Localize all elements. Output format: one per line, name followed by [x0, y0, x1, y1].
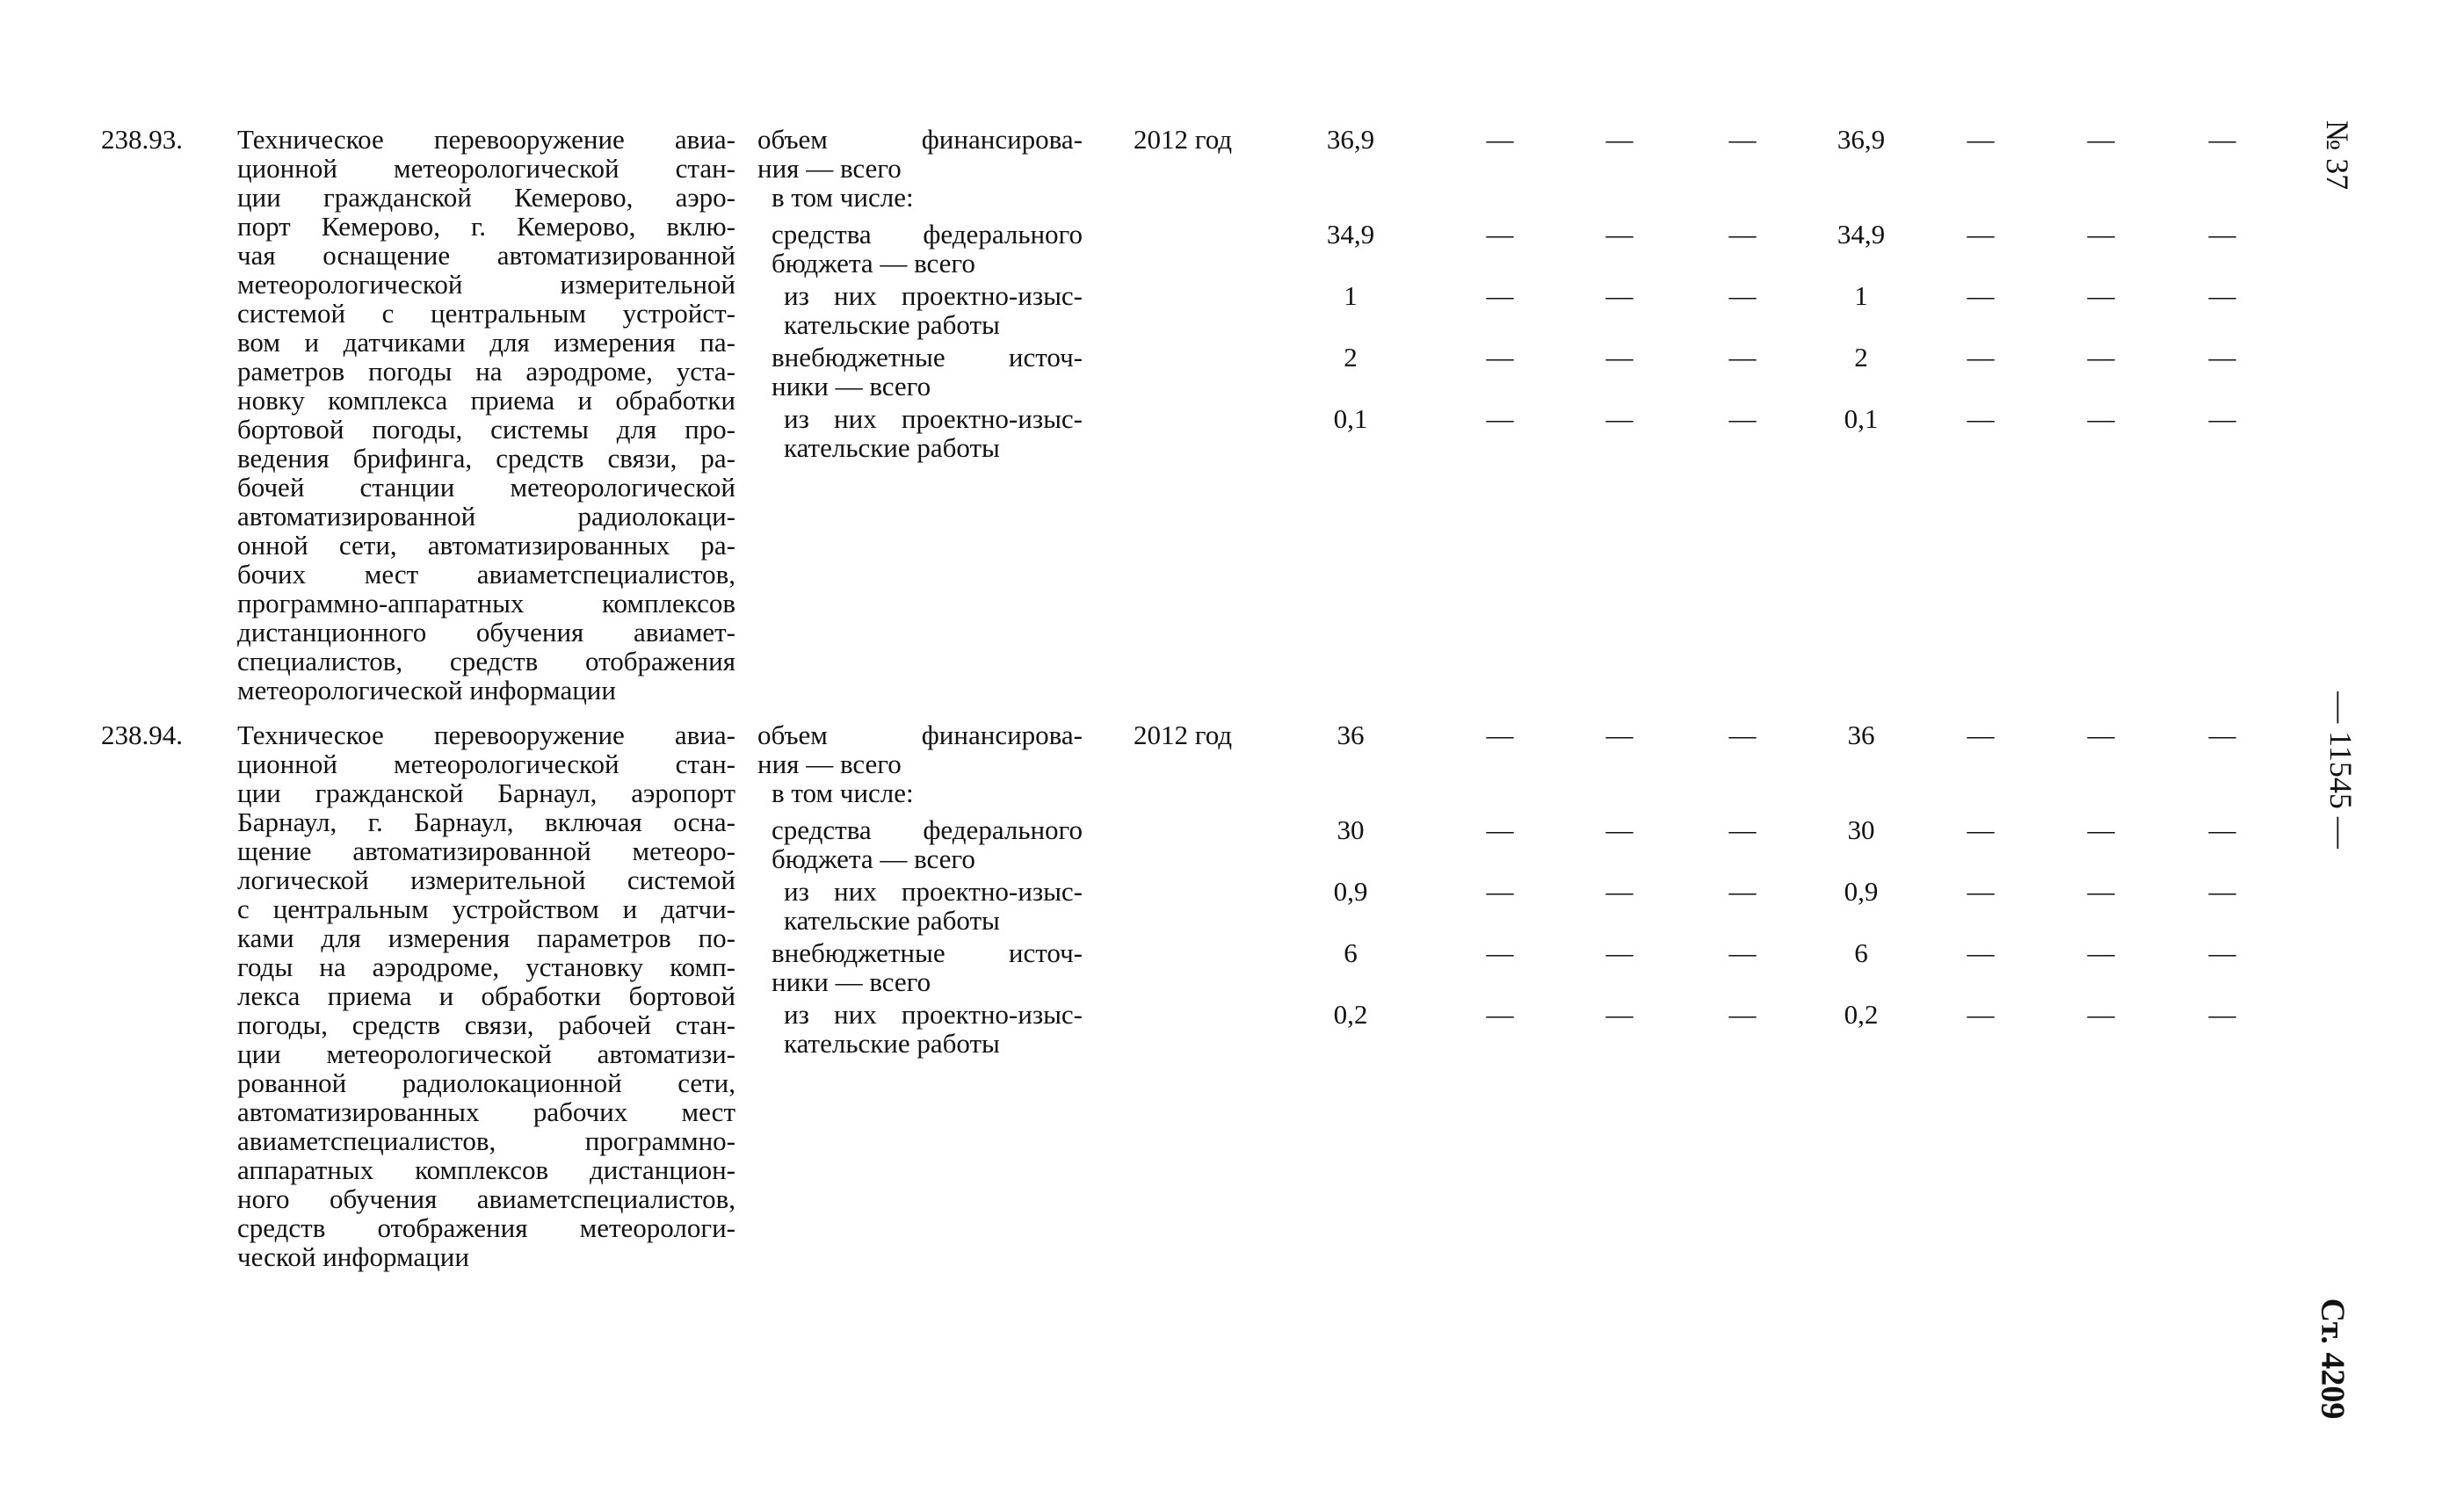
description-line: Барнаул, г. Барнаул, включая осна-	[237, 807, 735, 837]
document-number: — 11545 —	[2322, 691, 2358, 849]
value-cell: —	[1967, 999, 1995, 1030]
value-cell: —	[1486, 124, 1514, 155]
value-cell: 34,9	[1326, 219, 1375, 250]
description-line: автоматизированных рабочих мест	[237, 1096, 735, 1127]
description-line: ции гражданской Барнаул, аэропорт	[237, 778, 735, 808]
description-line: новку комплекса приема и обработки	[237, 385, 735, 416]
value-cell: —	[2208, 999, 2236, 1030]
value-cell: 0,1	[1333, 403, 1368, 434]
indicator-line: ники — всего	[772, 371, 931, 402]
indicator-line: кательские работы	[784, 432, 1000, 463]
indicator-label	[772, 220, 1083, 278]
indicator-label	[784, 1000, 1083, 1058]
description-line: бочей станции метеорологической	[237, 472, 735, 503]
value-cell: —	[1728, 876, 1757, 907]
value-cell: —	[1728, 124, 1757, 155]
indicator-line: внебюджетные источ-	[772, 937, 1083, 968]
indicator-label	[757, 125, 1083, 183]
description-line: автоматизированной радиолокаци-	[237, 501, 735, 532]
value-cell: —	[2087, 403, 2115, 434]
description-line: Техническое перевооружение авиа-	[237, 124, 735, 155]
value-cell: —	[1486, 219, 1514, 250]
value-cell: 6	[1854, 937, 1868, 968]
value-cell: 36,9	[1837, 124, 1886, 155]
indicator-line: внебюджетные источ-	[772, 342, 1083, 373]
value-cell: 0,9	[1333, 876, 1368, 907]
description-line: специалистов, средств отображения	[237, 646, 735, 676]
indicator-line: объем финансирова-	[757, 720, 1083, 750]
description-line: ческой информации	[237, 1241, 469, 1272]
indicator-line: кательские работы	[784, 905, 1000, 936]
value-cell: —	[1728, 342, 1757, 373]
description-line: ками для измерения параметров по-	[237, 922, 735, 953]
value-cell: 0,2	[1333, 999, 1368, 1030]
record-year: 2012 год	[1134, 720, 1233, 750]
value-cell: —	[1728, 814, 1757, 845]
description-line: метеорологической измерительной	[237, 269, 735, 300]
value-cell: —	[2208, 814, 2236, 845]
value-cell: —	[1605, 814, 1634, 845]
record-number: 238.94.	[101, 720, 183, 750]
value-cell: —	[2087, 280, 2115, 311]
description-line: ции гражданской Кемерово, аэро-	[237, 182, 735, 213]
value-cell: —	[2087, 937, 2115, 968]
value-cell: —	[1967, 937, 1995, 968]
value-cell: —	[2208, 342, 2236, 373]
indicator-label	[772, 778, 1035, 807]
value-cell: —	[1967, 814, 1995, 845]
indicator-label	[757, 720, 1083, 778]
value-cell: 34,9	[1837, 219, 1886, 250]
description-line: рованной радиолокационной сети,	[237, 1067, 735, 1098]
value-cell: —	[2208, 720, 2236, 750]
value-cell: —	[1605, 876, 1634, 907]
description-line: вом и датчиками для измерения па-	[237, 327, 735, 358]
value-cell: —	[1486, 403, 1514, 434]
value-cell: —	[2208, 403, 2236, 434]
indicator-line: бюджета — всего	[772, 248, 975, 279]
indicator-line: ники — всего	[772, 966, 931, 997]
value-cell: —	[1486, 720, 1514, 750]
description-line: щение автоматизированной метеоро-	[237, 836, 735, 866]
indicator-line: из них проектно-изыс-	[784, 999, 1083, 1030]
value-cell: —	[1728, 999, 1757, 1030]
value-cell: —	[2208, 219, 2236, 250]
value-cell: 2	[1344, 342, 1358, 373]
value-cell: —	[1967, 720, 1995, 750]
description-line: бортовой погоды, системы для про-	[237, 414, 735, 445]
value-cell: 36	[1337, 720, 1365, 750]
description-line: ного обучения авиаметспециалистов,	[237, 1183, 735, 1214]
value-cell: —	[1605, 280, 1634, 311]
description-line: с центральным устройством и датчи-	[237, 893, 735, 924]
indicator-line: кательские работы	[784, 309, 1000, 340]
record-number: 238.93.	[101, 124, 183, 155]
value-cell: —	[1605, 403, 1634, 434]
value-cell: —	[1605, 720, 1634, 750]
record-year: 2012 год	[1134, 124, 1233, 155]
value-cell: —	[1486, 280, 1514, 311]
value-cell: —	[2087, 219, 2115, 250]
indicator-line: ния — всего	[757, 153, 902, 184]
indicator-line: средства федерального	[772, 219, 1083, 250]
value-cell: —	[1728, 280, 1757, 311]
description-line: порт Кемерово, г. Кемерово, вклю-	[237, 211, 735, 242]
value-cell: 2	[1854, 342, 1868, 373]
indicator-line: в том числе:	[772, 182, 914, 213]
value-cell: —	[2208, 124, 2236, 155]
record-description	[237, 125, 735, 705]
description-line: погоды, средств связи, рабочей стан-	[237, 1009, 735, 1040]
value-cell: —	[2087, 814, 2115, 845]
indicator-label	[784, 877, 1083, 935]
value-cell: —	[1728, 937, 1757, 968]
indicator-line: объем финансирова-	[757, 124, 1083, 155]
value-cell: —	[2087, 999, 2115, 1030]
value-cell: 36	[1847, 720, 1875, 750]
value-cell: 30	[1337, 814, 1365, 845]
indicator-label	[772, 183, 1035, 212]
value-cell: —	[1486, 937, 1514, 968]
indicator-label	[772, 343, 1083, 401]
value-cell: 6	[1344, 937, 1358, 968]
value-cell: 30	[1847, 814, 1875, 845]
value-cell: —	[2087, 342, 2115, 373]
value-cell: —	[1728, 219, 1757, 250]
value-cell: —	[1486, 814, 1514, 845]
description-line: метеорологической информации	[237, 675, 616, 705]
value-cell: —	[1605, 999, 1634, 1030]
description-line: годы на аэродроме, установку комп-	[237, 951, 735, 982]
value-cell: —	[2208, 937, 2236, 968]
value-cell: —	[2208, 280, 2236, 311]
description-line: авиаметспециалистов, программно-	[237, 1125, 735, 1156]
value-cell: 0,2	[1844, 999, 1879, 1030]
indicator-label	[772, 938, 1083, 996]
value-cell: —	[1728, 403, 1757, 434]
value-cell: —	[1967, 342, 1995, 373]
value-cell: —	[1967, 124, 1995, 155]
value-cell: —	[1605, 342, 1634, 373]
description-line: бочих мест авиаметспециалистов,	[237, 559, 735, 590]
indicator-line: кательские работы	[784, 1028, 1000, 1059]
description-line: логической измерительной системой	[237, 865, 735, 895]
description-line: ведения брифинга, средств связи, ра-	[237, 443, 735, 474]
indicator-line: бюджета — всего	[772, 843, 975, 874]
value-cell: 1	[1344, 280, 1358, 311]
indicator-line: ния — всего	[757, 749, 902, 779]
value-cell: —	[1967, 876, 1995, 907]
value-cell: —	[1967, 403, 1995, 434]
indicator-line: из них проектно-изыс-	[784, 280, 1083, 311]
indicator-label	[784, 404, 1083, 462]
value-cell: —	[2087, 124, 2115, 155]
value-cell: —	[2087, 720, 2115, 750]
value-cell: 0,1	[1844, 403, 1879, 434]
value-cell: —	[1486, 342, 1514, 373]
description-line: чая оснащение автоматизированной	[237, 240, 735, 271]
indicator-line: из них проектно-изыс-	[784, 403, 1083, 434]
page-number: Ст. 4209	[2314, 1298, 2351, 1420]
description-line: ционной метеорологической стан-	[237, 749, 735, 779]
description-line: раметров погоды на аэродроме, уста-	[237, 356, 735, 387]
value-cell: —	[2087, 876, 2115, 907]
value-cell: —	[2208, 876, 2236, 907]
description-line: ционной метеорологической стан-	[237, 153, 735, 184]
value-cell: —	[1967, 219, 1995, 250]
value-cell: —	[1605, 124, 1634, 155]
value-cell: —	[1967, 280, 1995, 311]
description-line: системой с центральным устройст-	[237, 298, 735, 329]
description-line: ции метеорологической автоматизи-	[237, 1038, 735, 1069]
value-cell: 1	[1854, 280, 1868, 311]
description-line: дистанционного обучения авиамет-	[237, 617, 735, 647]
value-cell: —	[1605, 219, 1634, 250]
value-cell: 0,9	[1844, 876, 1879, 907]
record-description	[237, 720, 735, 1271]
value-cell: —	[1486, 876, 1514, 907]
indicator-line: в том числе:	[772, 778, 914, 808]
indicator-label	[784, 281, 1083, 339]
description-line: программно-аппаратных комплексов	[237, 588, 735, 619]
indicator-label	[772, 815, 1083, 873]
value-cell: 36,9	[1326, 124, 1375, 155]
value-cell: —	[1486, 999, 1514, 1030]
value-cell: —	[1728, 720, 1757, 750]
issue-number: № 37	[2320, 119, 2356, 191]
indicator-line: из них проектно-изыс-	[784, 876, 1083, 907]
description-line: лекса приема и обработки бортовой	[237, 980, 735, 1011]
indicator-line: средства федерального	[772, 814, 1083, 845]
description-line: Техническое перевооружение авиа-	[237, 720, 735, 750]
description-line: онной сети, автоматизированных ра-	[237, 530, 735, 561]
value-cell: —	[1605, 937, 1634, 968]
description-line: средств отображения метеорологи-	[237, 1212, 735, 1243]
description-line: аппаратных комплексов дистанцион-	[237, 1154, 735, 1185]
